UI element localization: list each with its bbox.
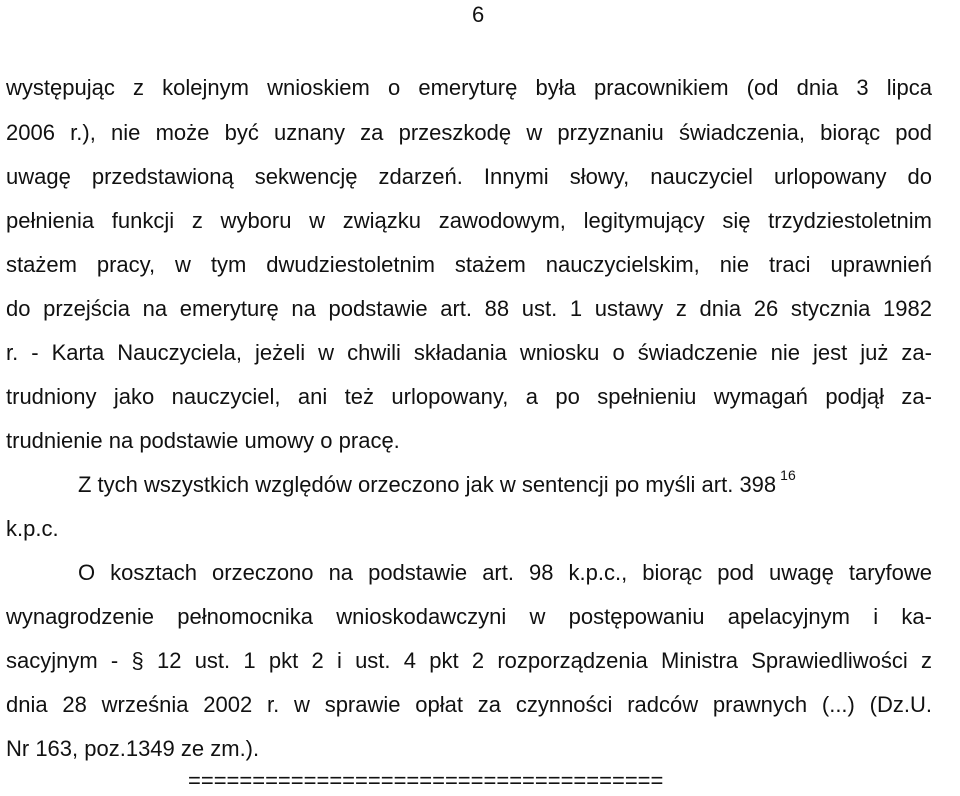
separator-line: ===================================== (188, 768, 664, 793)
paragraph-3-line-1: O kosztach orzeczono na podstawie art. 98 k.p.c., biorąc pod uwagę taryfowe (78, 560, 932, 585)
paragraph-1-line-3: uwagę przedstawioną sekwencję zdarzeń. Innymi słowy, nauczyciel urlopowany do (6, 164, 932, 189)
paragraph-1-line-9: trudnienie na podstawie umowy o pracę. (6, 428, 400, 453)
paragraph-3-line-5: Nr 163, poz.1349 ze zm.). (6, 736, 260, 761)
paragraph-1-line-8: trudniony jako nauczyciel, ani też urlopowany, a po spełnieniu wymagań podjął za- (6, 384, 932, 409)
paragraph-3-line-3: sacyjnym - § 12 ust. 1 pkt 2 i ust. 4 pkt 2 rozporządzenia Ministra Sprawiedliwości z (6, 648, 932, 673)
paragraph-3-line-4: dnia 28 września 2002 r. w sprawie opłat za czynności radców prawnych (...) (Dz.U. (6, 692, 932, 717)
paragraph-3-line-2: wynagrodzenie pełnomocnika wnioskodawczyni w postępowaniu apelacyjnym i ka- (6, 604, 932, 629)
paragraph-2-line-2: k.p.c. (6, 516, 59, 541)
paragraph-1-line-7: r. - Karta Nauczyciela, jeżeli w chwili składania wniosku o świadczenie nie jest już za- (6, 340, 932, 365)
paragraph-1-line-4: pełnienia funkcji z wyboru w związku zawodowym, legitymujący się trzydziestoletnim (6, 208, 932, 233)
article-superscript: 16 (780, 467, 796, 483)
paragraph-1-line-6: do przejścia na emeryturę na podstawie art. 88 ust. 1 ustawy z dnia 26 stycznia 1982 (6, 296, 932, 321)
paragraph-2-line-1 (78, 467, 796, 502)
paragraph-1-line-2: 2006 r.), nie może być uznany za przeszkodę w przyznaniu świadczenia, biorąc pod (6, 120, 932, 145)
page-number: 6 (472, 2, 485, 27)
paragraph-1-line-1: występując z kolejnym wnioskiem o emeryturę była pracownikiem (od dnia 3 lipca (6, 75, 932, 100)
paragraph-1-line-5: stażem pracy, w tym dwudziestoletnim stażem nauczycielskim, nie traci uprawnień (6, 252, 932, 277)
paragraph-2-text: Z tych wszystkich względów orzeczono jak w sentencji po myśli art. 398 (78, 472, 777, 497)
